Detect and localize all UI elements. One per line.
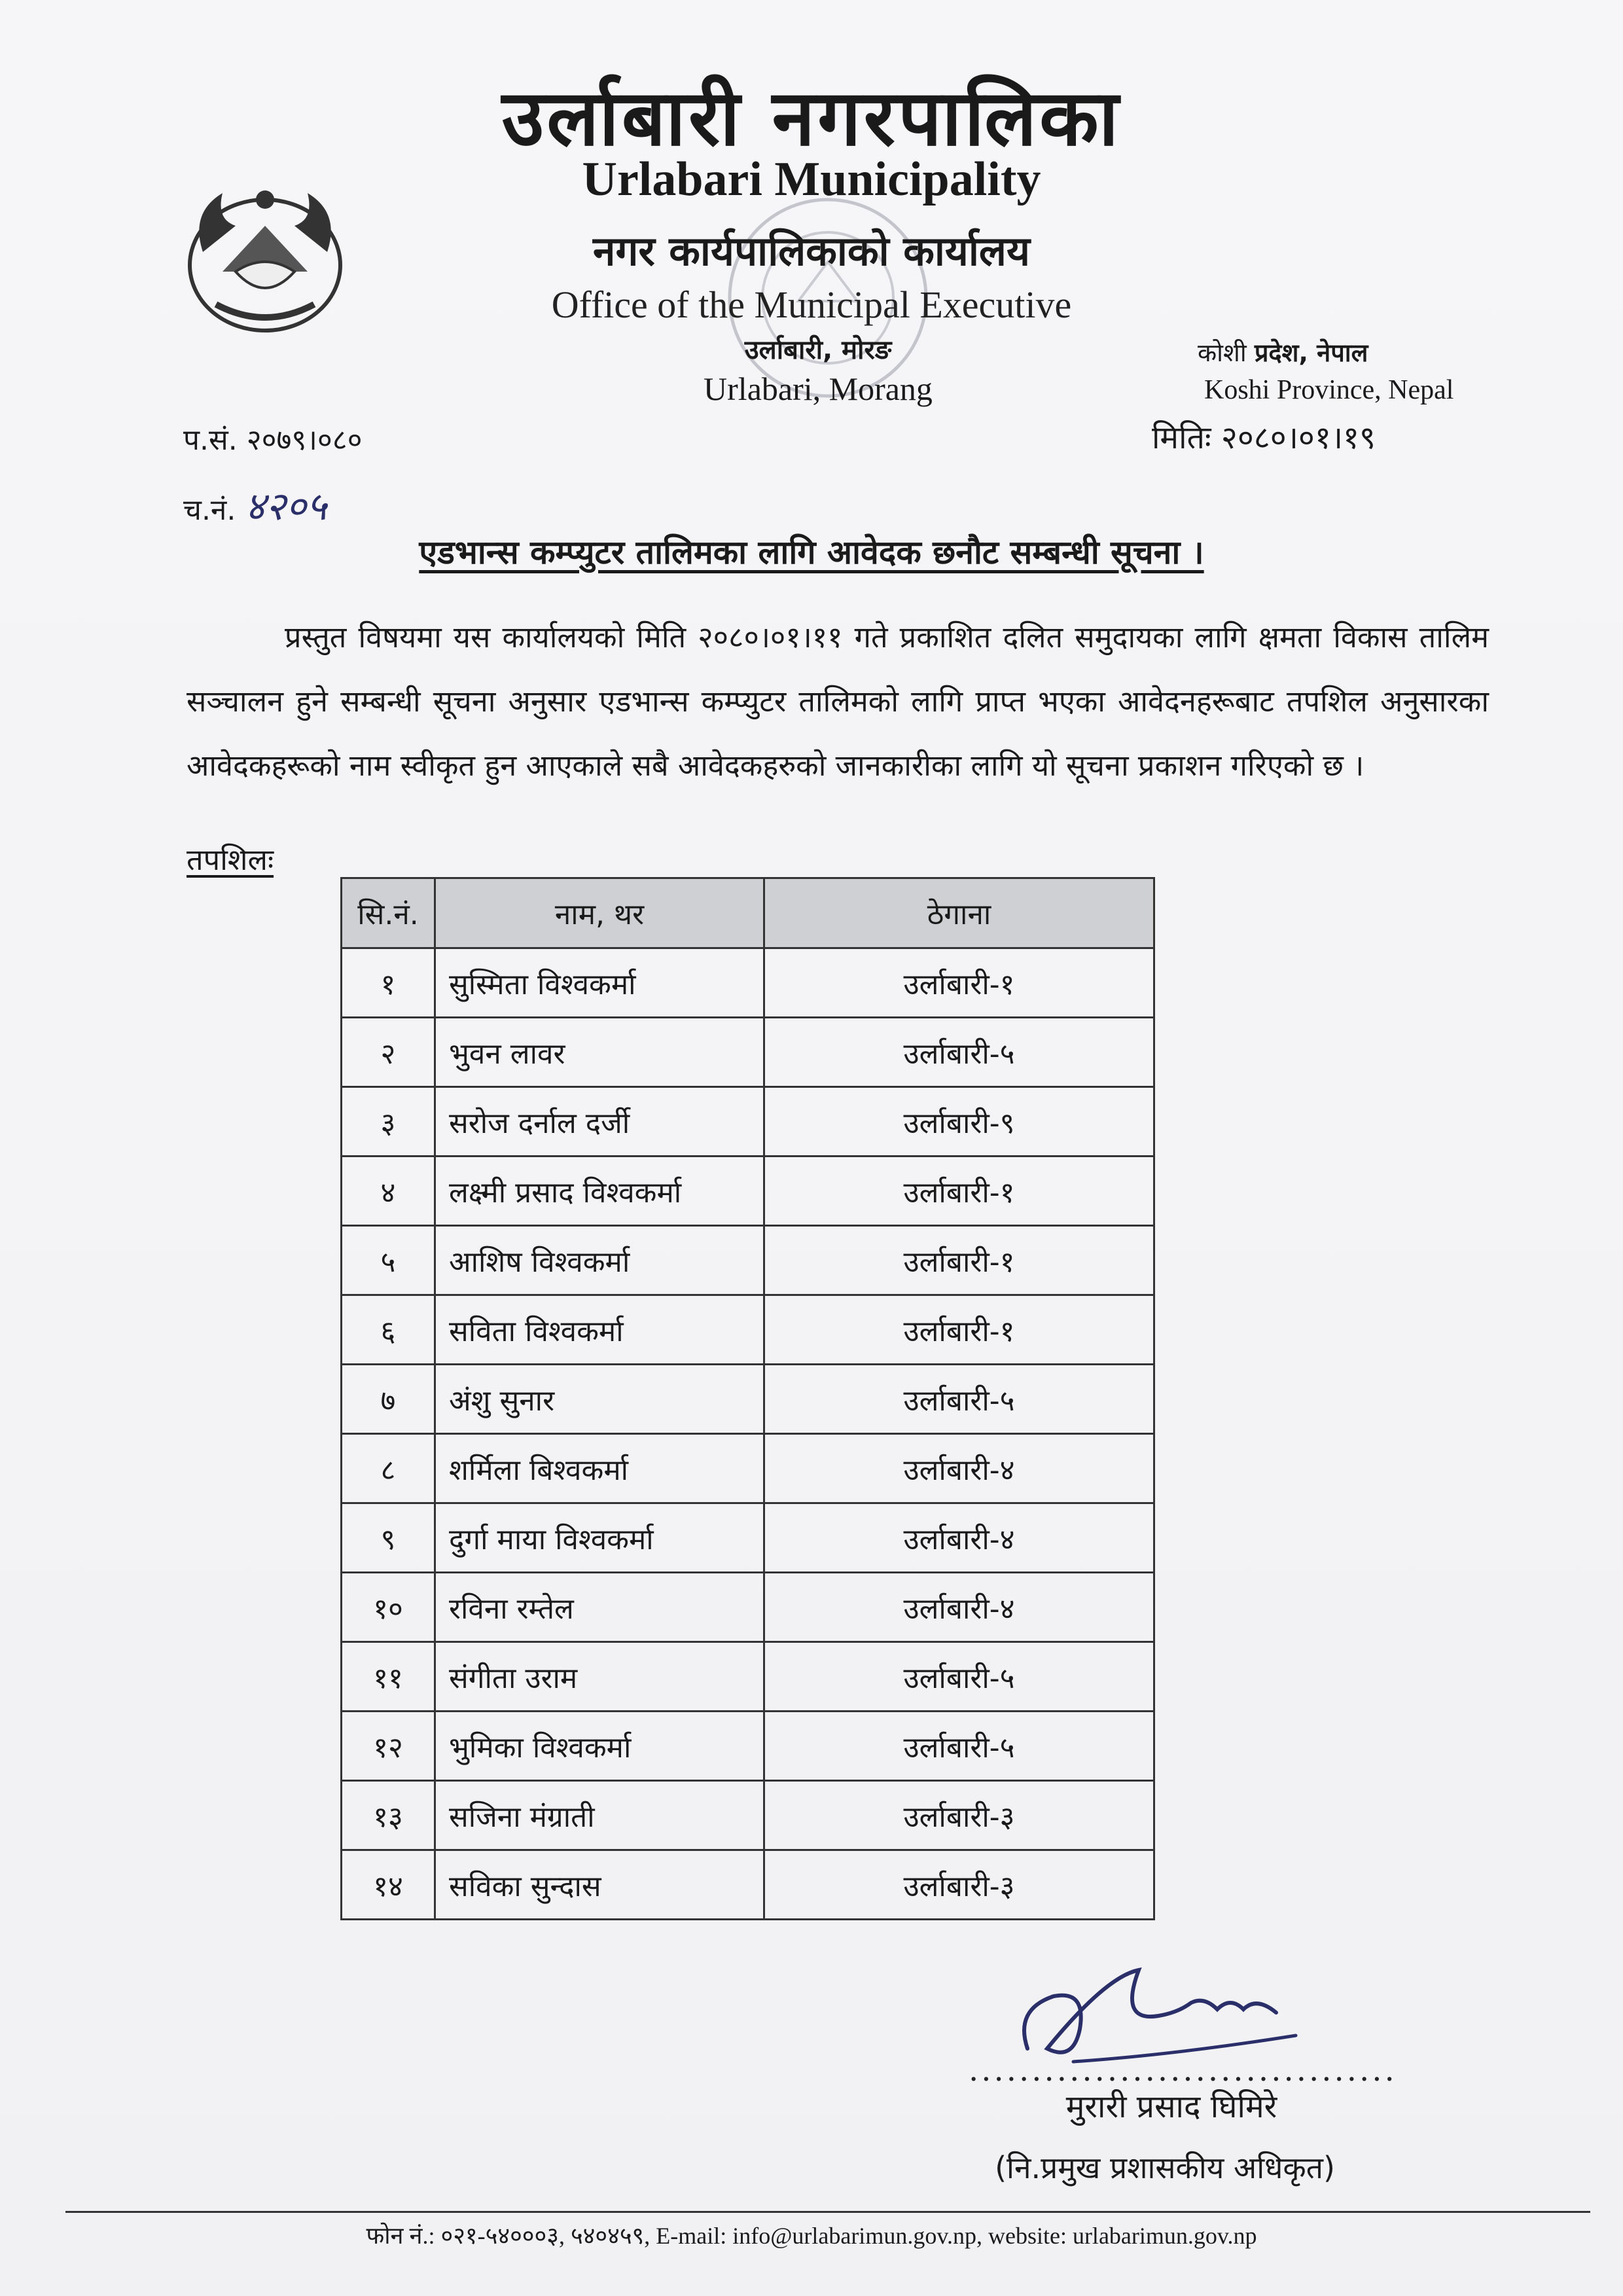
header-name: नाम, थर — [435, 878, 764, 948]
table-row — [342, 1850, 1154, 1920]
serial-cell: १४ — [342, 1850, 435, 1920]
province-nepali-b: प्रदेश, नेपाल — [1254, 338, 1368, 367]
serial-cell: १३ — [342, 1781, 435, 1850]
serial-cell: ६ — [342, 1295, 435, 1365]
address-cell: उर्लाबारी-५ — [764, 1018, 1154, 1087]
office-name-english: Office of the Municipal Executive — [551, 283, 1072, 326]
fiscal-year-reference: प.सं. २०७९।०८० — [183, 423, 363, 457]
name-cell: संगीता उराम — [435, 1642, 764, 1712]
table-row — [342, 1642, 1154, 1712]
table-row — [342, 1434, 1154, 1503]
table-row — [342, 1503, 1154, 1573]
municipality-title-english: Urlabari Municipality — [582, 152, 1041, 206]
footer-contact: फोन नं.: ०२१-५४०००३, ५४०४५९, E-mail: info@urlabarimun.gov.np, website: urlabarimun.gov.np — [366, 2223, 1257, 2249]
address-cell: उर्लाबारी-४ — [764, 1434, 1154, 1503]
name-cell: अंशु सुनार — [435, 1365, 764, 1434]
name-cell: भुमिका विश्वकर्मा — [435, 1712, 764, 1781]
serial-cell: ४ — [342, 1157, 435, 1226]
header-address: ठेगाना — [764, 878, 1154, 948]
table-row — [342, 1087, 1154, 1157]
name-cell: दुर्गा माया विश्वकर्मा — [435, 1503, 764, 1573]
serial-cell: ५ — [342, 1226, 435, 1295]
signature-line: .................................. — [969, 2052, 1397, 2089]
table-row — [342, 1157, 1154, 1226]
address-cell: उर्लाबारी-५ — [764, 1642, 1154, 1712]
name-cell: सजिना मंग्राती — [435, 1781, 764, 1850]
province-english: Koshi Province, Nepal — [1204, 375, 1454, 405]
serial-cell: १० — [342, 1573, 435, 1642]
table-row — [342, 948, 1154, 1018]
address-cell: उर्लाबारी-५ — [764, 1365, 1154, 1434]
dispatch-number-handwritten: ४२०५ — [245, 484, 327, 529]
address-cell: उर्लाबारी-९ — [764, 1087, 1154, 1157]
serial-cell: ७ — [342, 1365, 435, 1434]
name-cell: सुस्मिता विश्वकर्मा — [435, 948, 764, 1018]
details-label: तपशिलः — [187, 842, 274, 877]
table-row — [342, 1226, 1154, 1295]
name-cell: सविता विश्वकर्मा — [435, 1295, 764, 1365]
serial-cell: ११ — [342, 1642, 435, 1712]
address-cell: उर्लाबारी-५ — [764, 1712, 1154, 1781]
name-cell: सविका सुन्दास — [435, 1850, 764, 1920]
name-cell: सरोज दर्नाल दर्जी — [435, 1087, 764, 1157]
footer-divider — [65, 2211, 1590, 2213]
address-cell: उर्लाबारी-३ — [764, 1781, 1154, 1850]
serial-cell: ३ — [342, 1087, 435, 1157]
name-cell: शर्मिला बिश्वकर्मा — [435, 1434, 764, 1503]
table-row — [342, 1365, 1154, 1434]
address-cell: उर्लाबारी-४ — [764, 1573, 1154, 1642]
province-nepali — [1198, 335, 1368, 369]
signatory-name: मुरारी प्रसाद घिमिरे — [1065, 2089, 1277, 2125]
notice-subject — [0, 529, 1623, 573]
table-row — [342, 1295, 1154, 1365]
address-cell: उर्लाबारी-१ — [764, 1295, 1154, 1365]
name-cell: आशिष विश्वकर्मा — [435, 1226, 764, 1295]
address-cell: उर्लाबारी-१ — [764, 948, 1154, 1018]
address-cell: उर्लाबारी-३ — [764, 1850, 1154, 1920]
dispatch-label: च.नं. — [183, 493, 236, 527]
address-cell: उर्लाबारी-१ — [764, 1157, 1154, 1226]
applicants-table — [340, 877, 1155, 1920]
serial-cell: ९ — [342, 1503, 435, 1573]
province-nepali-a: कोशी — [1198, 338, 1247, 367]
dispatch-reference — [183, 478, 327, 531]
serial-cell: २ — [342, 1018, 435, 1087]
location-english: Urlabari, Morang — [704, 370, 933, 407]
notice-body: प्रस्तुत विषयमा यस कार्यालयको मिति २०८०।०१।११ गते प्रकाशित दलित समुदायका लागि क्षमता विकास तालिम सञ्चालन हुने सम्बन्धी सूचना अनुसार एडभान्स कम्प्युटर तालिमको लागि प्राप्त भएका आवेदनहरूबाट तपशिल अनुसारका आवेदकहरूको नाम स्वीकृत हुन आएकाले सबै आवेदकहरुको जानकारीका लागि यो सूचना प्रकाशन गरिएको छ । — [187, 620, 1489, 783]
name-cell: भुवन लावर — [435, 1018, 764, 1087]
address-cell: उर्लाबारी-१ — [764, 1226, 1154, 1295]
header-serial: सि.नं. — [342, 878, 435, 948]
address-cell: उर्लाबारी-४ — [764, 1503, 1154, 1573]
table-row — [342, 1018, 1154, 1087]
office-name-nepali: नगर कार्यपालिकाको कार्यालय — [593, 227, 1030, 275]
municipality-title-nepali: उर्लाबारी नगरपालिका — [501, 73, 1122, 163]
table-row — [342, 1573, 1154, 1642]
letter-date: मितिः २०८०।०१।१९ — [1152, 420, 1376, 456]
serial-cell: १२ — [342, 1712, 435, 1781]
signatory-designation: (नि.प्रमुख प्रशासकीय अधिकृत) — [995, 2150, 1335, 2185]
serial-cell: १ — [342, 948, 435, 1018]
table-row — [342, 1712, 1154, 1781]
table-header-row — [342, 878, 1154, 948]
name-cell: रविना रम्तेल — [435, 1573, 764, 1642]
table-row — [342, 1781, 1154, 1850]
location-nepali: उर्लाबारी, मोरङ — [744, 335, 892, 365]
serial-cell: ८ — [342, 1434, 435, 1503]
notice-subject-text: एडभान्स कम्प्युटर तालिमका लागि आवेदक छनौट सम्बन्धी सूचना । — [419, 533, 1204, 571]
name-cell: लक्ष्मी प्रसाद विश्वकर्मा — [435, 1157, 764, 1226]
